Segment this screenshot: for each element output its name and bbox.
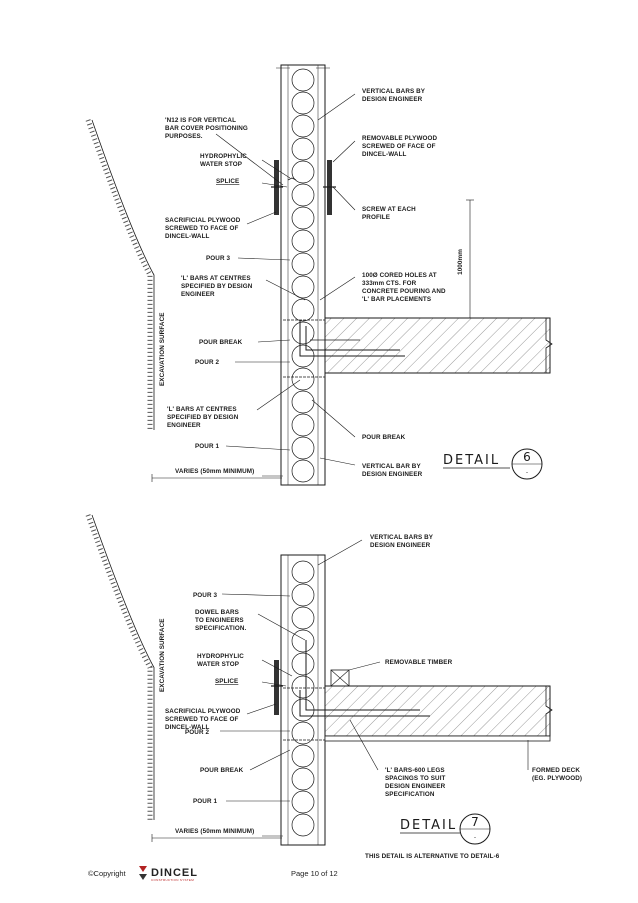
label-l-bars-top-2: SPECIFIED BY DESIGN — [181, 283, 253, 290]
logo-tagline: CONSTRUCTION SYSTEM — [151, 878, 195, 882]
wall-core-circle — [292, 676, 314, 698]
label-hydrophylic-1: HYDROPHYLIC — [197, 653, 244, 660]
wall-core-circle — [292, 814, 314, 836]
label-vertical-bars-2: DESIGN ENGINEER — [370, 542, 431, 549]
svg-text:VERTICAL BAR BYDESIGN ENGINEER — [362, 463, 423, 478]
floor-slab — [283, 640, 552, 741]
dimension-label: 1000mm — [457, 249, 464, 275]
label-vertical-bars-1: VERTICAL BARS BY — [370, 534, 434, 541]
label-splice: SPLICE — [216, 178, 240, 185]
label-l-bars-3: DESIGN ENGINEER — [385, 783, 446, 790]
svg-text:SACRIFICIAL PLYWOODSCREWED TO — [165, 708, 241, 731]
svg-text:100Ø CORED HOLES AT333mm CTS. — [362, 272, 446, 303]
detail-7 — [88, 515, 582, 860]
label-varies: VARIES (50mm MINIMUM) — [175, 828, 255, 835]
svg-text:HYDROPHYLICWATER STOP — [200, 153, 247, 168]
label-vertical-bar-2: DESIGN ENGINEER — [362, 471, 423, 478]
label-l-bars-2: SPACINGS TO SUIT — [385, 775, 446, 782]
label-hydrophylic-1: HYDROPHYLIC — [200, 153, 247, 160]
wall-core-circle — [292, 653, 314, 675]
label-sacrificial-1: SACRIFICIAL PLYWOOD — [165, 217, 241, 224]
wall-core-circle — [292, 722, 314, 744]
page-number: Page 10 of 12 — [291, 869, 338, 878]
label-sacrificial-3: DINCEL-WALL — [165, 233, 210, 240]
wall-core-circle — [292, 630, 314, 652]
dimension-1000mm — [457, 200, 474, 318]
svg-text:SACRIFICIAL PLYWOODSCREWED TO — [165, 217, 241, 240]
svg-text:'L' BARS AT CENTRESSPECIFIED B — [167, 406, 239, 429]
wall-core-circle — [292, 437, 314, 459]
detail-sheet: – — [473, 835, 477, 841]
label-l-bars-bottom-2: SPECIFIED BY DESIGN — [167, 414, 239, 421]
logo-name: DINCEL — [151, 867, 198, 879]
dincel-wall — [276, 65, 330, 485]
wall-core-circle — [292, 322, 314, 344]
label-formed-deck-2: (EG. PLYWOOD) — [532, 775, 583, 782]
label-varies: VARIES (50mm MINIMUM) — [175, 468, 255, 475]
label-alternative-note: THIS DETAIL IS ALTERNATIVE TO DETAIL-6 — [365, 853, 500, 860]
label-pour-1: POUR 1 — [193, 798, 218, 805]
wall-core-circle — [292, 745, 314, 767]
label-vertical-bars-1: VERTICAL BARS BY — [362, 88, 426, 95]
wall-core-circle — [292, 791, 314, 813]
label-l-bars-top-3: ENGINEER — [181, 291, 215, 298]
wall-core-circle — [292, 607, 314, 629]
label-sacrificial-2: SCREWED TO FACE OF — [165, 225, 239, 232]
page-footer — [88, 866, 338, 882]
label-l-bars-1: 'L' BARS-600 LEGS — [385, 767, 445, 774]
label-dowel-2: TO ENGINEERS — [195, 617, 244, 624]
wall-core-circle — [292, 391, 314, 413]
detail-6-title — [443, 449, 542, 479]
wall-core-circle — [292, 115, 314, 137]
svg-text:VERTICAL BARS BYDESIGN ENGINEE — [370, 534, 434, 549]
detail-title: DETAIL — [443, 453, 501, 468]
label-pour-break: POUR BREAK — [200, 767, 244, 774]
label-excavation-surface: EXCAVATION SURFACE — [159, 312, 166, 386]
label-cored-holes-4: 'L' BAR PLACEMENTS — [362, 296, 432, 303]
wall-core-circle — [292, 230, 314, 252]
label-pour-break: POUR BREAK — [199, 339, 243, 346]
label-pour-1: POUR 1 — [195, 443, 220, 450]
wall-core-circle — [292, 138, 314, 160]
wall-core-circle — [292, 207, 314, 229]
label-l-bars-bottom-3: ENGINEER — [167, 422, 201, 429]
svg-text:VERTICAL BARS BYDESIGN ENGINEE — [362, 88, 426, 103]
label-pour-3: POUR 3 — [206, 255, 231, 262]
label-dowel-3: SPECIFICATION. — [195, 625, 247, 632]
wall-core-circle — [292, 414, 314, 436]
label-l-bars-bottom-1: 'L' BARS AT CENTRES — [167, 406, 237, 413]
label-hydrophylic-2: WATER STOP — [197, 661, 240, 668]
detail-title: DETAIL — [400, 818, 458, 833]
label-formed-deck-1: FORMED DECK — [532, 767, 580, 774]
svg-text:'N12 IS FOR VERTICALBAR COVER — [165, 117, 248, 140]
detail-7-title — [400, 814, 490, 844]
label-vertical-bar-1: VERTICAL BAR BY — [362, 463, 421, 470]
detail-number: 7 — [471, 815, 479, 829]
label-sacrificial-1: SACRIFICIAL PLYWOOD — [165, 708, 241, 715]
copyright-text: ©Copyright — [88, 869, 126, 878]
svg-text:DOWEL BARSTO ENGINEERSSPECIFIC — [195, 609, 246, 632]
svg-text:REMOVABLE PLYWOODSCREWED OF FA — [362, 135, 438, 158]
wall-core-circle — [292, 299, 314, 321]
wall-core-circle — [292, 561, 314, 583]
label-removable-timber: REMOVABLE TIMBER — [385, 659, 453, 666]
dincel-wall — [281, 555, 325, 845]
detail-number: 6 — [523, 450, 531, 464]
svg-text:'L' BARS-600 LEGSSPACINGS TO S — [385, 767, 446, 798]
label-splice: SPLICE — [215, 678, 239, 685]
label-n12-2: BAR COVER POSITIONING — [165, 125, 248, 132]
wall-core-circle — [292, 253, 314, 275]
label-l-bars-top-1: 'L' BARS AT CENTRES — [181, 275, 251, 282]
label-screw-1: SCREW AT EACH — [362, 206, 416, 213]
floor-slab — [283, 318, 552, 377]
wall-core-circle — [292, 184, 314, 206]
label-cored-holes-2: 333mm CTS. FOR — [362, 280, 417, 287]
wall-core-circle — [292, 584, 314, 606]
wall-core-circle — [292, 460, 314, 482]
label-removable-plywood-2: SCREWED OF FACE OF — [362, 143, 436, 150]
label-sacrificial-2: SCREWED TO FACE OF — [165, 716, 239, 723]
label-screw-2: PROFILE — [362, 214, 390, 221]
label-removable-plywood-1: REMOVABLE PLYWOOD — [362, 135, 438, 142]
label-vertical-bars-2: DESIGN ENGINEER — [362, 96, 423, 103]
label-cored-holes-3: CONCRETE POURING AND — [362, 288, 446, 295]
excavation-soil-line — [88, 515, 154, 820]
wall-core-circle — [292, 768, 314, 790]
label-dowel-1: DOWEL BARS — [195, 609, 239, 616]
label-removable-plywood-3: DINCEL-WALL — [362, 151, 407, 158]
label-cored-holes-1: 100Ø CORED HOLES AT — [362, 272, 437, 279]
svg-text:SCREW AT EACHPROFILE — [362, 206, 416, 221]
svg-text:HYDROPHYLICWATER STOP — [197, 653, 244, 668]
label-n12-3: PURPOSES. — [165, 133, 203, 140]
label-pour-break-right: POUR BREAK — [362, 434, 406, 441]
label-excavation-surface: EXCAVATION SURFACE — [159, 618, 166, 692]
label-n12-1: 'N12 IS FOR VERTICAL — [165, 117, 237, 124]
detail-6 — [88, 65, 552, 485]
wall-core-circle — [292, 368, 314, 390]
wall-core-circle — [292, 69, 314, 91]
label-pour-3: POUR 3 — [193, 592, 218, 599]
label-hydrophylic-2: WATER STOP — [200, 161, 243, 168]
dincel-logo — [139, 866, 198, 882]
svg-text:'L' BARS AT CENTRESSPECIFIED B — [181, 275, 253, 298]
detail-sheet: – — [525, 470, 529, 476]
label-pour-2: POUR 2 — [195, 359, 220, 366]
label-sacrificial-3: DINCEL-WALL — [165, 724, 210, 731]
label-l-bars-4: SPECIFICATION — [385, 791, 435, 798]
label-pour-2: POUR 2 — [185, 729, 210, 736]
excavation-soil-line — [88, 120, 154, 430]
svg-text:FORMED DECK(EG. PLYWOOD) — [532, 767, 582, 782]
wall-core-circle — [292, 92, 314, 114]
